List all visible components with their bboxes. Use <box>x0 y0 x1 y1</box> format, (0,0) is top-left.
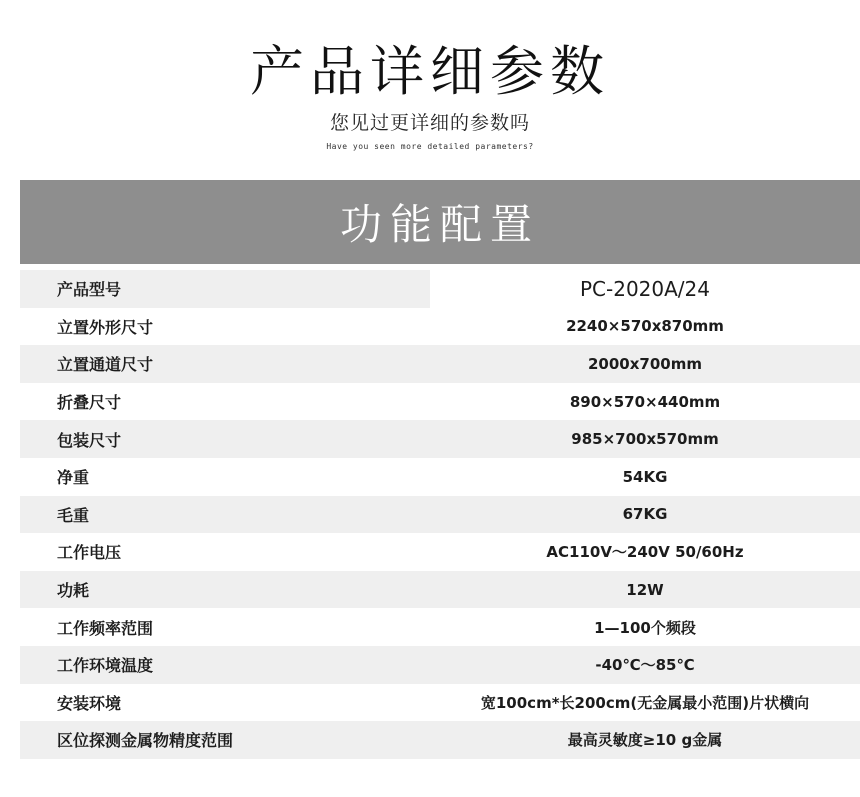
spec-label: 工作环境温度 <box>57 656 154 676</box>
spec-row-upright-dimensions <box>20 308 860 346</box>
spec-label: 包装尺寸 <box>57 430 122 450</box>
spec-value: 2240×570x870mm <box>566 317 724 336</box>
spec-value: -40℃～85℃ <box>595 656 695 675</box>
spec-label: 区位探测金属物精度范围 <box>57 731 234 751</box>
spec-label: 工作频率范围 <box>57 618 154 638</box>
spec-value: 67KG <box>622 505 668 524</box>
page-title: 产品详细参数 <box>250 40 610 103</box>
spec-row-detection-accuracy <box>20 721 860 759</box>
spec-row-channel-dimensions <box>20 345 860 383</box>
spec-row-frequency-range <box>20 608 860 646</box>
spec-value: 1—100个频段 <box>594 618 696 637</box>
spec-value: 宽100cm*长200cm(无金属最小范围)片状横向 <box>480 693 810 712</box>
spec-value: 最高灵敏度≥10 g金属 <box>567 731 723 750</box>
page-subtitle-english: Have you seen more detailed parameters? <box>326 142 534 151</box>
spec-row-model <box>20 270 860 308</box>
spec-label: 工作电压 <box>57 543 122 563</box>
spec-label: 安装环境 <box>57 693 122 713</box>
spec-table <box>20 270 860 759</box>
spec-row-package-dimensions <box>20 420 860 458</box>
spec-value: 54KG <box>622 467 668 486</box>
spec-label: 毛重 <box>57 505 90 525</box>
spec-row-folded-dimensions <box>20 383 860 421</box>
spec-row-installation <box>20 684 860 722</box>
spec-value: AC110V～240V 50/60Hz <box>546 543 744 562</box>
spec-value: 12W <box>626 580 664 599</box>
spec-row-voltage <box>20 533 860 571</box>
spec-label: 立置外形尺寸 <box>57 317 154 337</box>
spec-value: 890×570×440mm <box>569 392 721 411</box>
spec-row-power <box>20 571 860 609</box>
spec-value: PC-2020A/24 <box>579 276 710 301</box>
spec-label: 折叠尺寸 <box>57 393 122 413</box>
spec-label: 立置通道尺寸 <box>57 355 154 375</box>
section-title: 功能配置 <box>339 200 540 249</box>
section-banner <box>20 180 860 264</box>
spec-label: 净重 <box>57 468 90 488</box>
page-subtitle: 您见过更详细的参数吗 <box>329 112 530 134</box>
spec-label: 产品型号 <box>57 280 122 300</box>
spec-row-temperature <box>20 646 860 684</box>
spec-label: 功耗 <box>57 581 90 601</box>
spec-row-gross-weight <box>20 496 860 534</box>
spec-row-net-weight <box>20 458 860 496</box>
spec-value: 2000x700mm <box>588 354 702 373</box>
spec-value: 985×700x570mm <box>571 430 719 449</box>
